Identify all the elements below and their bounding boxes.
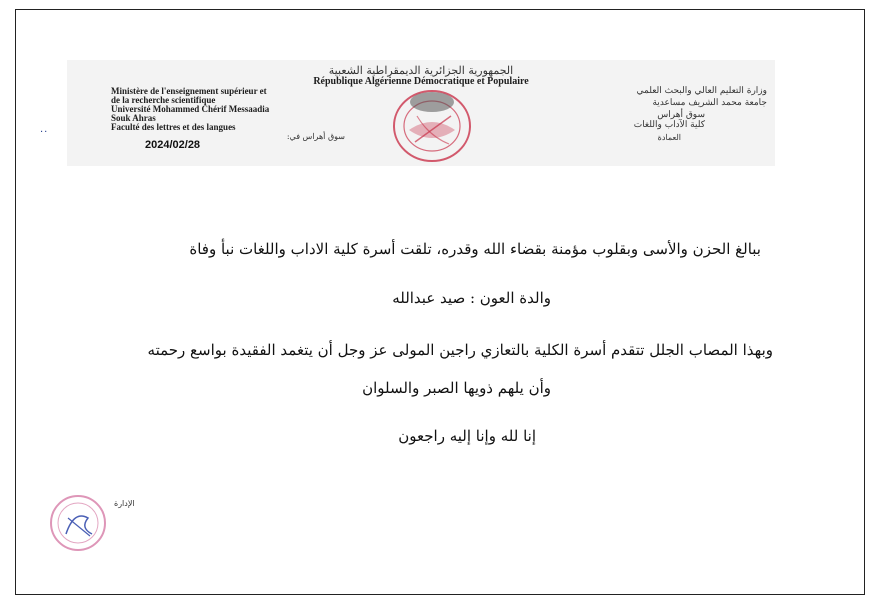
condolence-line-4: وأن يلهم ذويها الصبر والسلوان (362, 379, 551, 397)
ministry-french-2: de la recherche scientifique (111, 95, 216, 105)
administration-stamp-icon (44, 488, 135, 554)
faculty-arabic: كلية الآداب واللغات (633, 120, 705, 130)
document-date: 2024/02/28 (145, 139, 201, 151)
university-seal-icon (389, 86, 475, 166)
city-arabic: سوق أهراس (657, 110, 705, 120)
republic-french: République Algérienne Démocratique et Populaire (313, 76, 529, 87)
condolence-line-1: ببالغ الحزن والأسى وبقلوب مؤمنة بقضاء الله وقدره، تلقت أسرة كلية الاداب واللغات نبأ وفاة (189, 240, 761, 258)
decorative-dots: .. (40, 124, 49, 135)
city-french: Souk Ahras (111, 113, 156, 123)
university-french: Université Mohammed Chérif Messaadia (111, 104, 270, 114)
quran-verse-line: إنا لله وإنا إليه راجعون (398, 427, 536, 445)
faculty-french: Faculté des lettres et des langues (111, 122, 236, 132)
deanship-arabic: العمادة (657, 133, 681, 142)
ministry-french-1: Ministère de l'enseignement supérieur et (111, 86, 267, 96)
date-label-arabic: سوق أهراس في: (286, 132, 345, 141)
republic-arabic: الجمهورية الجزائرية الديمقراطية الشعبية (328, 64, 514, 77)
stamp-label: الإدارة (114, 499, 135, 508)
university-arabic: جامعة محمد الشريف مساعدية (652, 98, 767, 108)
condolence-line-3: وبهذا المصاب الجلل تتقدم أسرة الكلية بالتعازي راجين المولى عز وجل أن يتغمد الفقيدة بواسع رحمته (147, 341, 773, 359)
letterhead (67, 60, 775, 166)
deceased-relation-line: والدة العون : صيد عبدالله (392, 289, 551, 307)
ministry-arabic: وزارة التعليم العالي والبحث العلمي (636, 86, 767, 96)
